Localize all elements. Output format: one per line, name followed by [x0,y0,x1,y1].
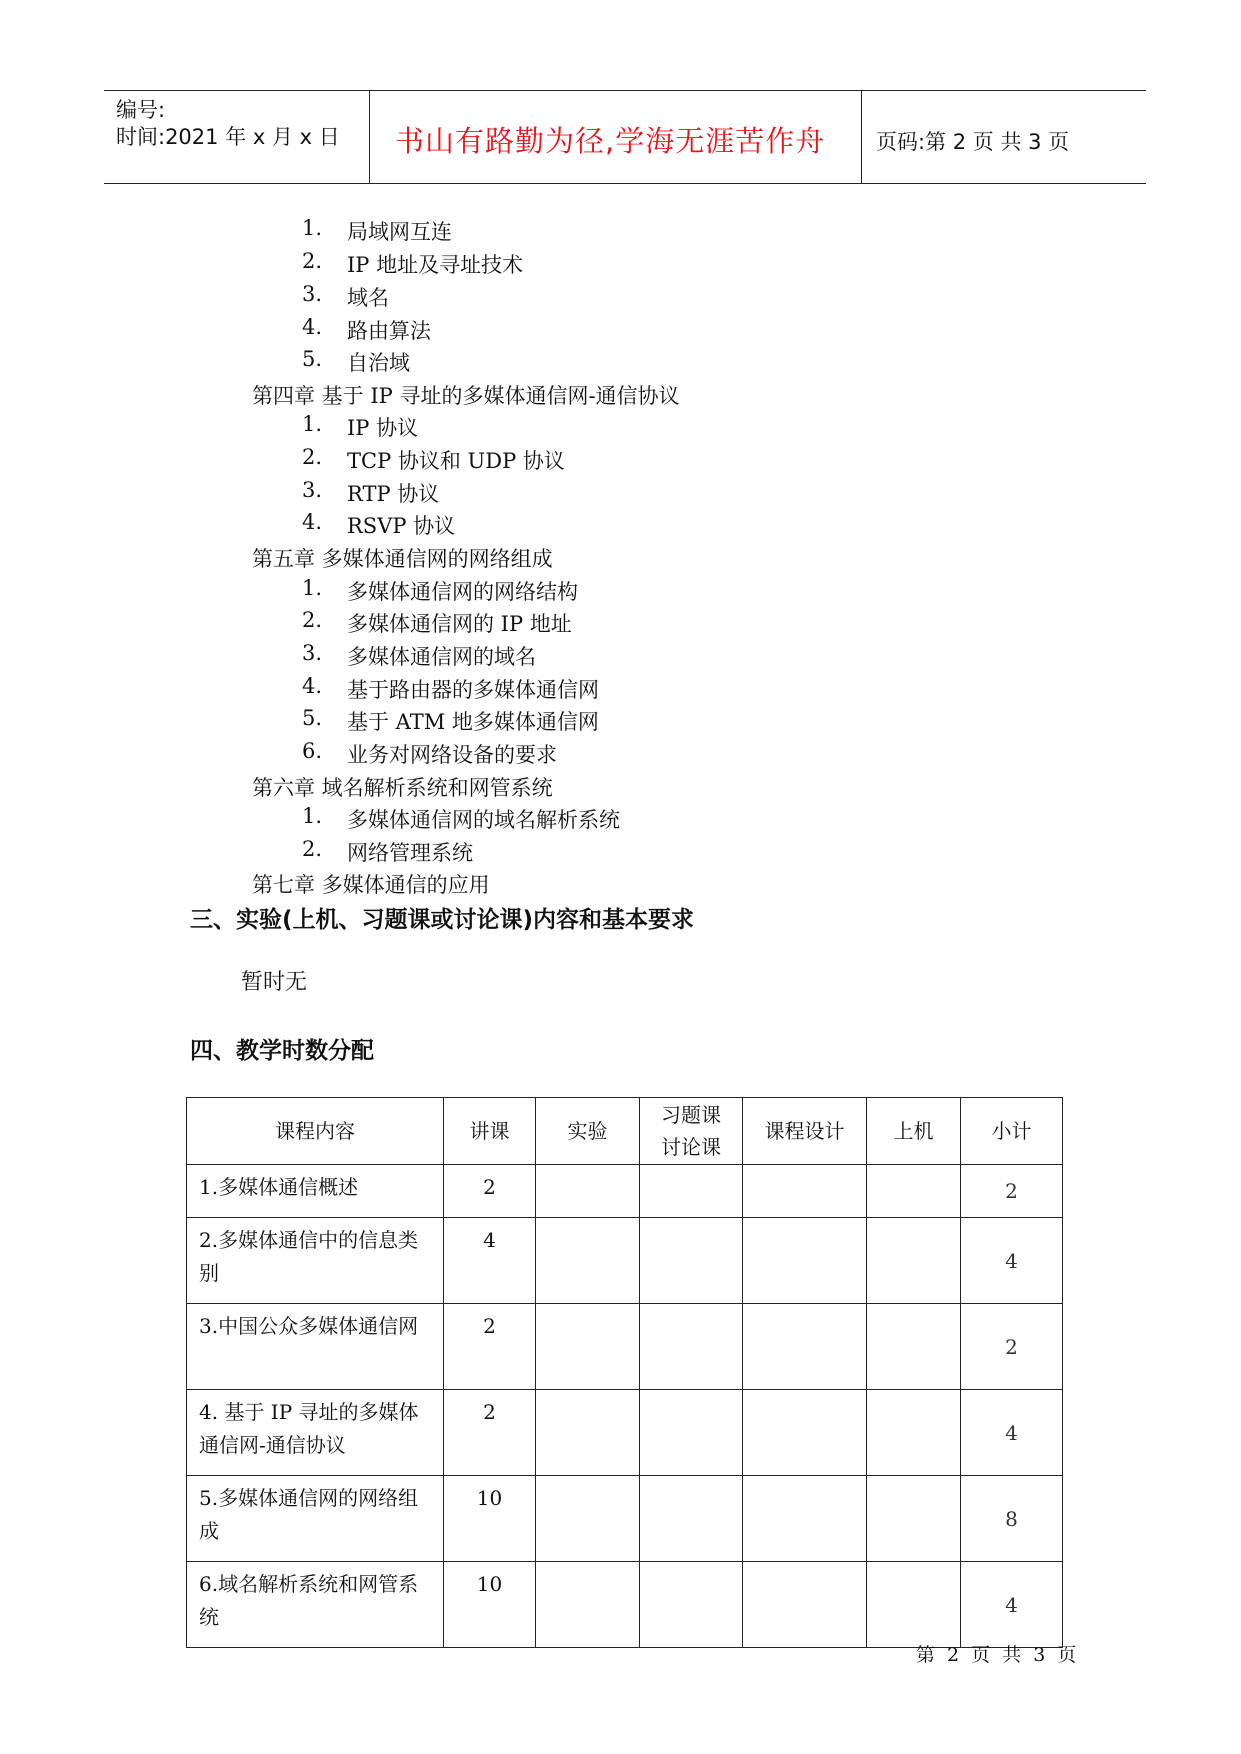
item-text: RSVP 协议 [347,514,456,538]
item-number: 5. [302,347,323,371]
cell-computer [867,1304,961,1390]
cell-subtotal: 4 [961,1562,1063,1648]
cell-lecture: 2 [444,1304,536,1390]
item-number: 2. [302,837,323,861]
item-text: 多媒体通信网的网络结构 [347,580,578,604]
cell-subtotal: 2 [961,1304,1063,1390]
item-text: IP 地址及寻址技术 [347,253,524,277]
cell-subtotal: 4 [961,1390,1063,1476]
cell-lab [536,1218,640,1304]
col-header-computer: 上机 [867,1098,961,1165]
cell-lecture: 10 [444,1562,536,1648]
col-header-content: 课程内容 [187,1098,444,1165]
header-bottom-rule [104,183,1146,184]
page-footer: 第 2 页 共 3 页 [916,1644,1077,1666]
cell-subtotal: 2 [961,1165,1063,1218]
header-top-rule [104,90,1146,91]
cell-content: 1.多媒体通信概述 [187,1165,444,1218]
col-header-lecture: 讲课 [444,1098,536,1165]
item-number: 3. [302,282,323,306]
cell-computer [867,1165,961,1218]
col-header-exercise: 习题课 [661,1103,721,1127]
item-number: 1. [302,216,323,240]
item-number: 3. [302,478,323,502]
item-number: 3. [302,641,323,665]
table-row [187,1304,1063,1390]
header-page-number: 页码:第 2 页 共 3 页 [876,130,1070,154]
item-text: IP 协议 [347,416,419,440]
item-number: 4. [302,674,323,698]
cell-design [743,1218,867,1304]
cell-computer [867,1390,961,1476]
cell-design [743,1165,867,1218]
table-header-row [187,1098,1063,1165]
item-text: 自治域 [347,351,410,375]
item-number: 2. [302,445,323,469]
table-row [187,1476,1063,1562]
col-header-subtotal: 小计 [961,1098,1063,1165]
item-text: TCP 协议和 UDP 协议 [347,449,565,473]
header-divider-right [861,90,862,184]
item-text: 多媒体通信网的 IP 地址 [347,612,572,636]
cell-subtotal: 4 [961,1218,1063,1304]
table-row [187,1390,1063,1476]
table-row [187,1165,1063,1218]
item-text: 基于 ATM 地多媒体通信网 [347,710,599,734]
item-number: 5. [302,706,323,730]
chapter-7-title: 第七章 多媒体通信的应用 [252,873,490,897]
item-text: 多媒体通信网的域名解析系统 [347,808,620,832]
cell-computer [867,1218,961,1304]
item-number: 1. [302,412,323,436]
cell-design [743,1390,867,1476]
cell-content: 5.多媒体通信网的网络组成 [187,1476,444,1562]
item-number: 4. [302,315,323,339]
cell-content: 6.域名解析系统和网管系统 [187,1562,444,1648]
cell-lecture: 2 [444,1390,536,1476]
cell-content: 3.中国公众多媒体通信网 [187,1304,444,1390]
section-4-heading: 四、教学时数分配 [190,1038,374,1064]
cell-exercise [640,1562,743,1648]
cell-exercise [640,1218,743,1304]
cell-design [743,1304,867,1390]
item-number: 1. [302,576,323,600]
header-divider-left [369,90,370,184]
item-number: 1. [302,804,323,828]
teaching-hours-table [186,1097,1063,1648]
item-text: RTP 协议 [347,482,440,506]
header-serial: 编号: [116,98,166,122]
item-text: 业务对网络设备的要求 [347,743,557,767]
cell-lab [536,1304,640,1390]
cell-lecture: 4 [444,1218,536,1304]
chapter-6-title: 第六章 域名解析系统和网管系统 [252,776,553,800]
table-row [187,1562,1063,1648]
item-number: 2. [302,249,323,273]
header-time: 时间:2021 年 x 月 x 日 [116,125,340,149]
item-text: 局域网互连 [347,220,452,244]
item-text: 多媒体通信网的域名 [347,645,536,669]
cell-content: 4. 基于 IP 寻址的多媒体通信网-通信协议 [187,1390,444,1476]
cell-lab [536,1562,640,1648]
cell-exercise [640,1304,743,1390]
chapter-5-title: 第五章 多媒体通信网的网络组成 [252,547,553,571]
col-header-discussion: 讨论课 [661,1135,721,1159]
item-number: 6. [302,739,323,763]
item-text: 基于路由器的多媒体通信网 [347,678,599,702]
cell-design [743,1562,867,1648]
section-3-heading: 三、实验(上机、习题课或讨论课)内容和基本要求 [190,907,695,933]
table-row [187,1218,1063,1304]
item-number: 4. [302,510,323,534]
cell-lab [536,1390,640,1476]
cell-subtotal: 8 [961,1476,1063,1562]
cell-lab [536,1165,640,1218]
cell-exercise [640,1476,743,1562]
cell-lab [536,1476,640,1562]
header-motto: 书山有路勤为径,学海无涯苦作舟 [395,124,826,158]
cell-content: 2.多媒体通信中的信息类别 [187,1218,444,1304]
chapter-4-title: 第四章 基于 IP 寻址的多媒体通信网-通信协议 [252,384,680,408]
item-text: 网络管理系统 [347,841,473,865]
cell-lecture: 2 [444,1165,536,1218]
cell-lecture: 10 [444,1476,536,1562]
item-number: 2. [302,608,323,632]
cell-computer [867,1562,961,1648]
cell-exercise [640,1390,743,1476]
cell-exercise [640,1165,743,1218]
cell-design [743,1476,867,1562]
col-header-lab: 实验 [536,1098,640,1165]
section-3-body: 暂时无 [241,970,308,995]
cell-computer [867,1476,961,1562]
col-header-exercise-discussion [640,1098,743,1165]
col-header-design: 课程设计 [743,1098,867,1165]
item-text: 域名 [347,286,389,310]
item-text: 路由算法 [347,319,431,343]
